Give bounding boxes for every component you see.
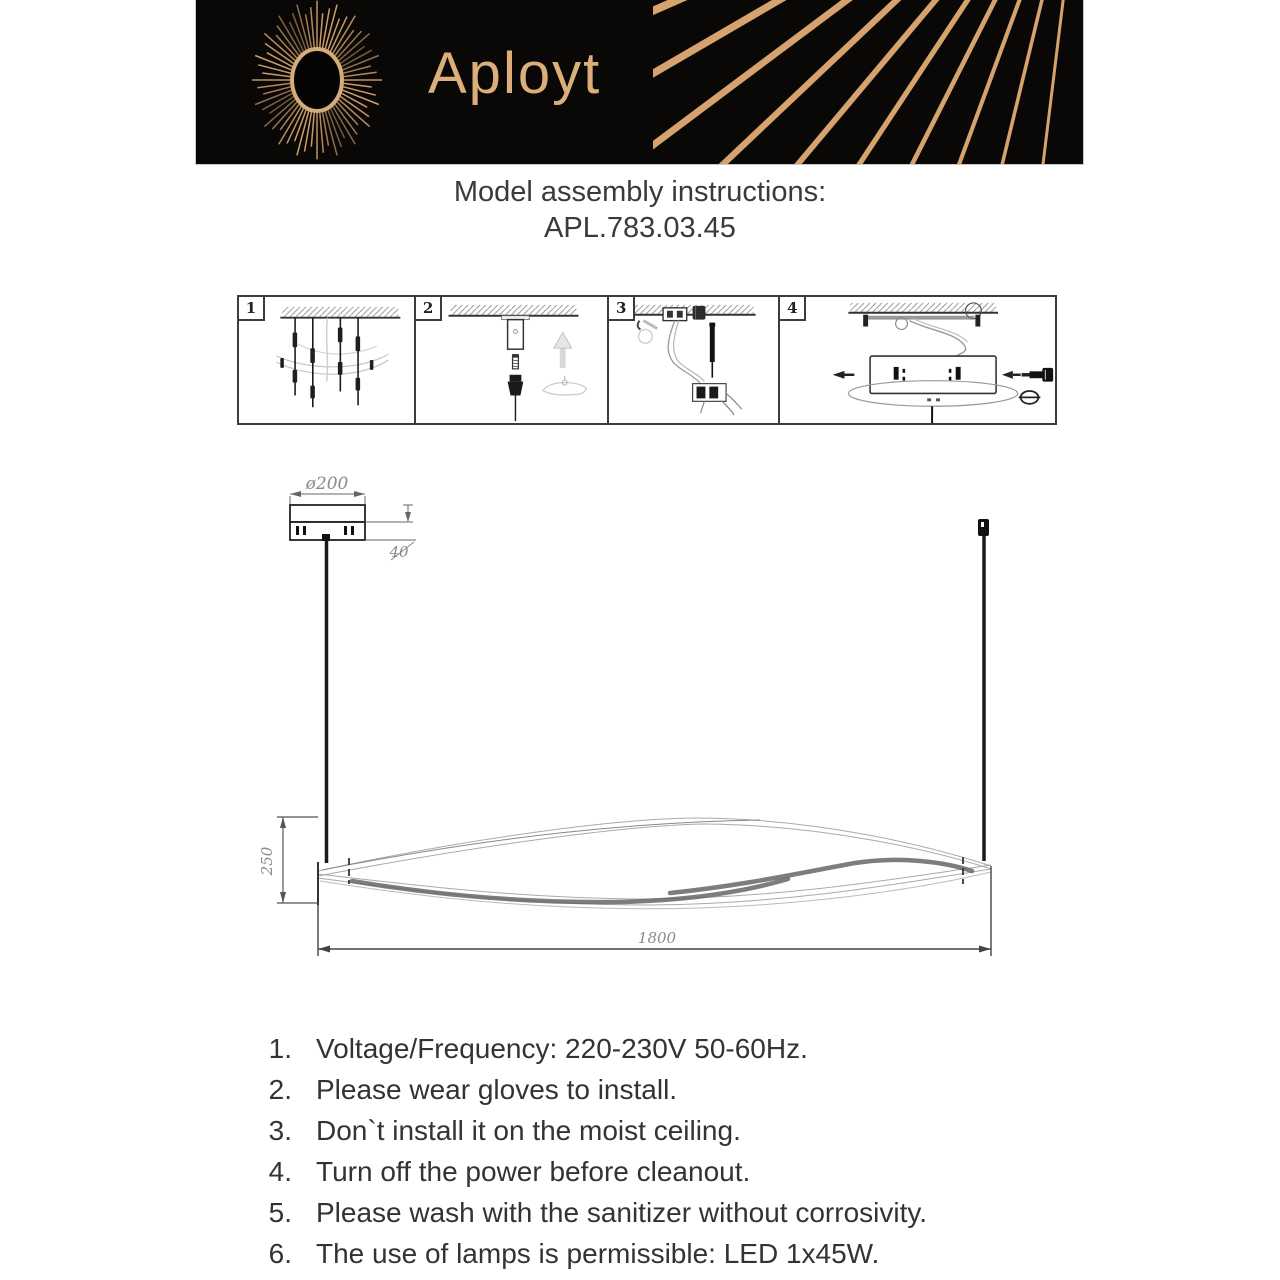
step-1-diagram <box>239 297 414 423</box>
item-text: Voltage/Frequency: 220-230V 50-60Hz. <box>316 1032 808 1064</box>
list-item <box>256 1110 927 1151</box>
item-number: 6. <box>268 1237 292 1269</box>
item-text: Please wash with the sanitizer without corrosivity. <box>316 1196 928 1228</box>
step-number: 3 <box>609 297 635 321</box>
model-number: APL.783.03.45 <box>544 212 736 244</box>
list-item <box>256 1233 927 1274</box>
starburst-center <box>296 53 338 107</box>
step-panel-3 <box>609 297 780 423</box>
step-number: 1 <box>239 297 265 321</box>
step-panel-4 <box>780 297 1055 423</box>
item-number: 3. <box>268 1114 292 1146</box>
dim-diameter-label: ø200 <box>305 474 349 494</box>
brand-banner <box>196 0 1083 164</box>
assembly-steps-strip <box>237 295 1057 425</box>
dim-canopy-height-label: 40 <box>389 543 409 561</box>
step-panel-1 <box>239 297 416 423</box>
dim-body-height-label: 250 <box>258 846 276 876</box>
item-number: 1. <box>268 1032 292 1064</box>
list-item <box>256 1069 927 1110</box>
item-text: Turn off the power before cleanout. <box>316 1155 751 1187</box>
starburst-logo-icon <box>232 0 402 164</box>
item-text: Please wear gloves to install. <box>316 1073 678 1105</box>
safety-notes-list <box>256 1028 927 1274</box>
item-text: The use of lamps is permissible: LED 1x45W. <box>316 1237 880 1269</box>
corner-rays-icon <box>653 0 1083 164</box>
list-item <box>256 1151 927 1192</box>
step-number: 2 <box>416 297 442 321</box>
list-item <box>256 1028 927 1069</box>
dimension-drawing <box>250 455 1060 995</box>
item-number: 5. <box>268 1196 292 1228</box>
page-title: Model assembly instructions: <box>453 176 827 208</box>
list-item <box>256 1192 927 1233</box>
lamp-body <box>318 818 991 909</box>
item-number: 2. <box>268 1073 292 1105</box>
item-text: Don`t install it on the moist ceiling. <box>316 1114 741 1146</box>
brand-wordmark: Aployt <box>428 41 602 106</box>
step-2-diagram <box>416 297 607 423</box>
step-number: 4 <box>780 297 806 321</box>
dim-length-label: 1800 <box>637 929 677 947</box>
item-number: 4. <box>268 1155 292 1187</box>
step-panel-2 <box>416 297 609 423</box>
step-4-diagram <box>780 297 1055 423</box>
